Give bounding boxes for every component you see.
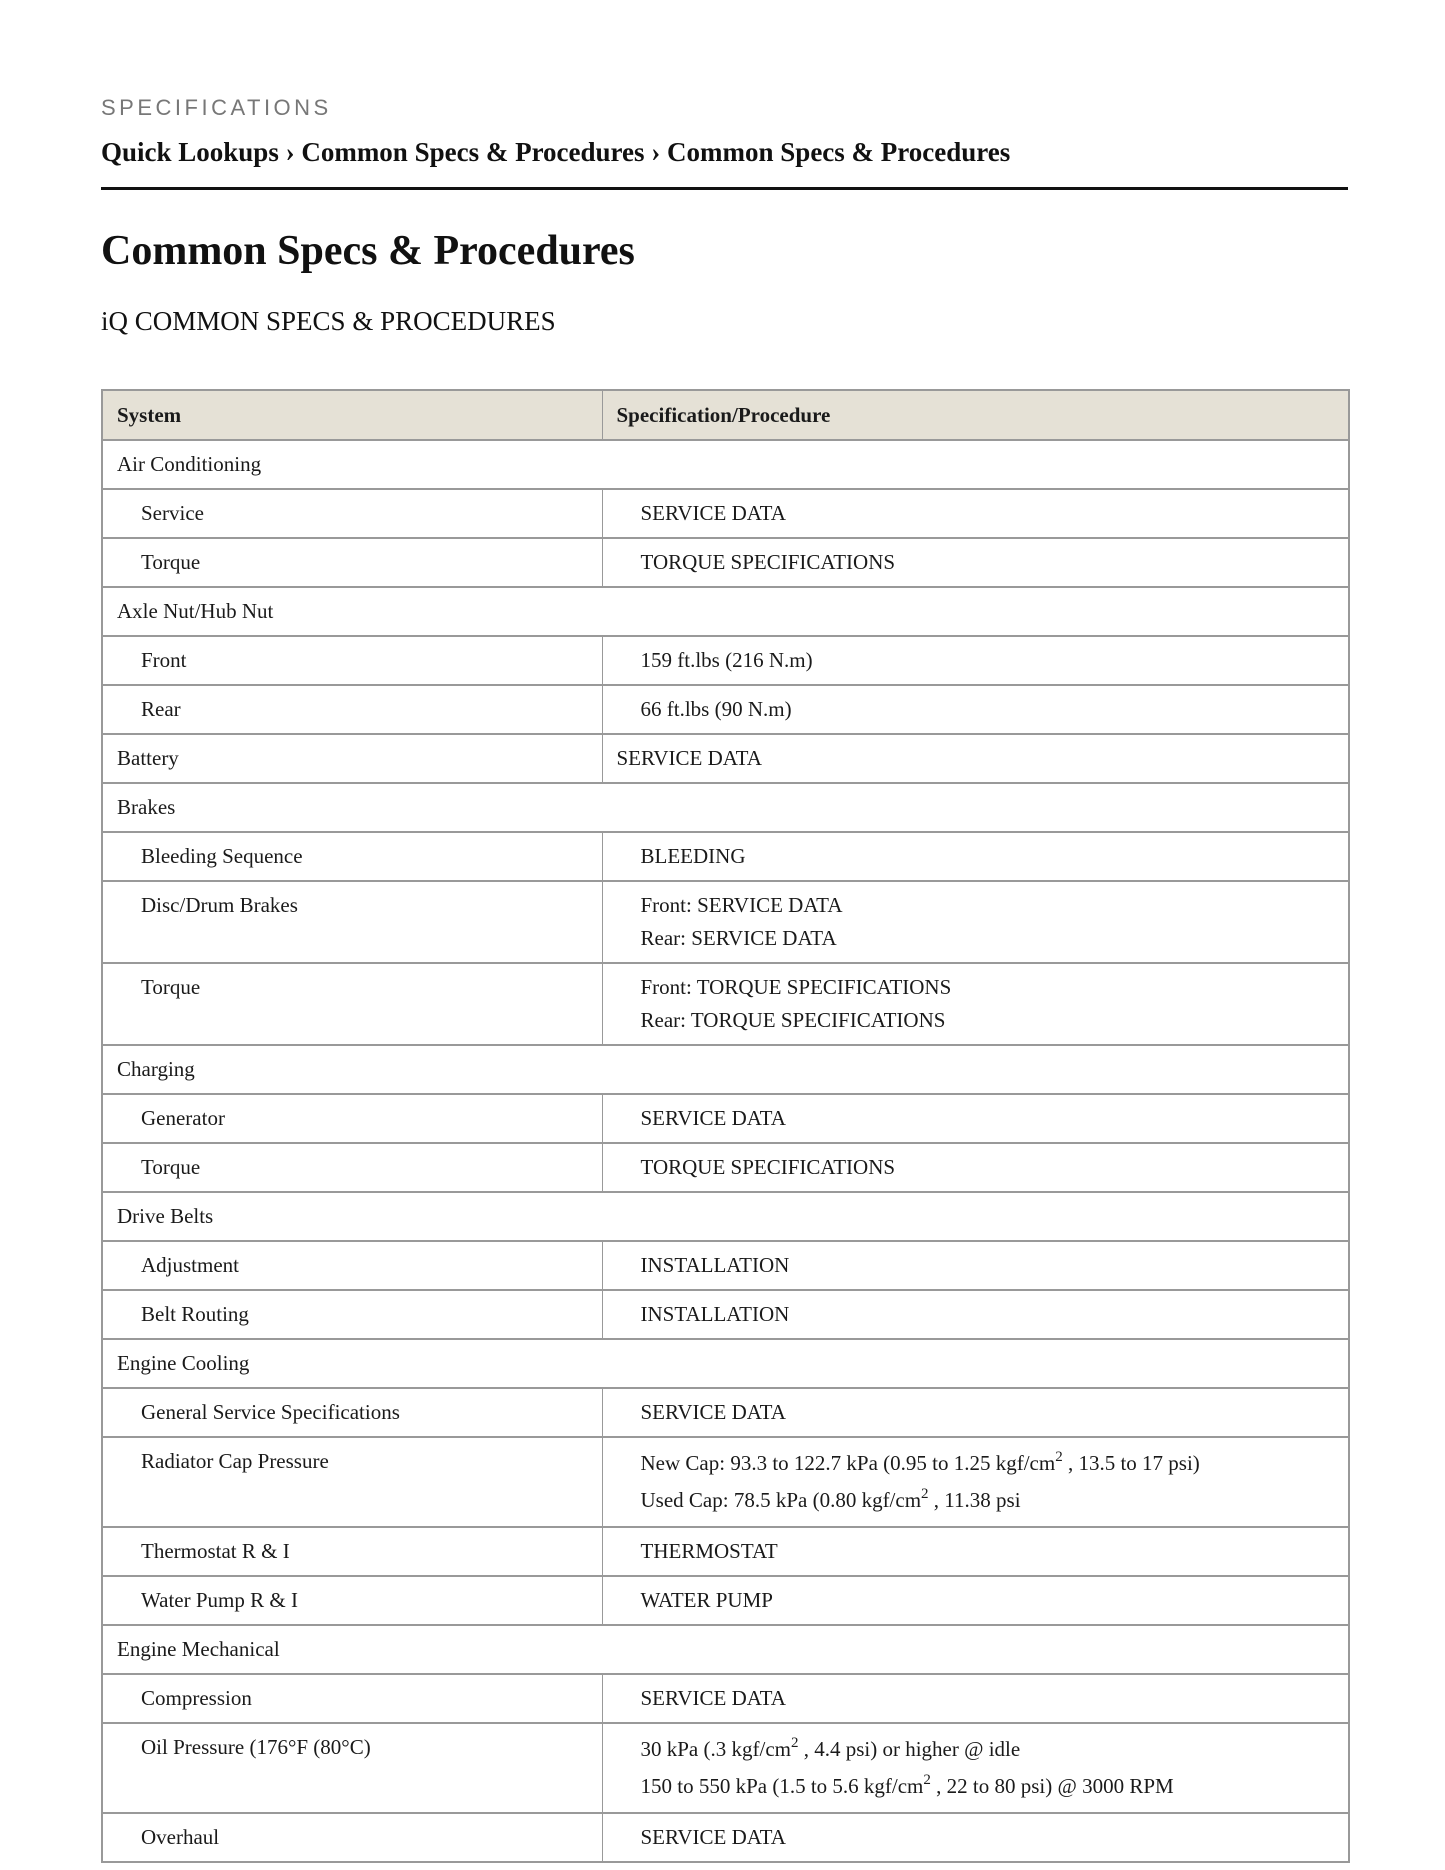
- specification-link[interactable]: Rear: TORQUE SPECIFICATIONS: [640, 1008, 946, 1032]
- table-row: [102, 1437, 1349, 1527]
- column-header-system: System: [102, 390, 602, 440]
- table-row: [102, 963, 1349, 1045]
- group-label-cell: Axle Nut/Hub Nut: [102, 587, 1349, 636]
- table-group-row: [102, 1045, 1349, 1094]
- spec-superscript: 2: [790, 1735, 799, 1751]
- table-row: [102, 1388, 1349, 1437]
- table-row: [102, 1094, 1349, 1143]
- specification-cell: [602, 1723, 1349, 1813]
- system-cell: Belt Routing: [102, 1290, 602, 1339]
- table-row: [102, 636, 1349, 685]
- specification-cell: [602, 1290, 1349, 1339]
- spec-text: , 13.5 to 17 psi): [1062, 1451, 1200, 1475]
- system-cell: Compression: [102, 1674, 602, 1723]
- specification-link[interactable]: BLEEDING: [640, 844, 746, 868]
- table-row: [102, 489, 1349, 538]
- table-row: [102, 1813, 1349, 1862]
- specification-link[interactable]: SERVICE DATA: [640, 1825, 786, 1849]
- group-label-cell: Charging: [102, 1045, 1349, 1094]
- specification-cell: [602, 489, 1349, 538]
- table-group-row: [102, 1192, 1349, 1241]
- group-label-cell: Engine Cooling: [102, 1339, 1349, 1388]
- system-cell: Front: [102, 636, 602, 685]
- system-cell: Overhaul: [102, 1813, 602, 1862]
- table-row: [102, 538, 1349, 587]
- system-cell: Disc/Drum Brakes: [102, 881, 602, 963]
- specification-line: [641, 1482, 1335, 1519]
- specification-link[interactable]: TORQUE SPECIFICATIONS: [640, 1155, 896, 1179]
- table-group-row: [102, 440, 1349, 489]
- table-group-row: [102, 587, 1349, 636]
- system-cell: Radiator Cap Pressure: [102, 1437, 602, 1527]
- table-row: [102, 1576, 1349, 1625]
- specification-link[interactable]: Front: TORQUE SPECIFICATIONS: [640, 975, 952, 999]
- table-row: [102, 1527, 1349, 1576]
- system-cell: Adjustment: [102, 1241, 602, 1290]
- specification-cell: [602, 1388, 1349, 1437]
- specification-cell: [602, 832, 1349, 881]
- section-label: SPECIFICATIONS: [101, 95, 332, 120]
- system-cell: Service: [102, 489, 602, 538]
- system-cell: Torque: [102, 963, 602, 1045]
- specification-link[interactable]: THERMOSTAT: [640, 1539, 778, 1563]
- specification-link[interactable]: INSTALLATION: [640, 1253, 790, 1277]
- group-label-cell: Air Conditioning: [102, 440, 1349, 489]
- spec-text: , 4.4 psi) or higher @ idle: [798, 1737, 1021, 1761]
- specification-link[interactable]: SERVICE DATA: [640, 501, 786, 525]
- specification-link[interactable]: SERVICE DATA: [616, 746, 762, 770]
- specification-cell: [602, 1527, 1349, 1576]
- page-title: Common Specs & Procedures: [101, 228, 635, 274]
- table-group-row: [102, 783, 1349, 832]
- specification-cell: [602, 1674, 1349, 1723]
- header-divider: [101, 187, 1348, 190]
- specification-cell: [602, 1094, 1349, 1143]
- specification-line: [641, 1768, 1335, 1805]
- spec-text: 30 kPa (.3 kgf/cm: [640, 1737, 791, 1761]
- system-cell: Oil Pressure (176°F (80°C): [102, 1723, 602, 1813]
- specification-cell: [602, 538, 1349, 587]
- column-header-specification: Specification/Procedure: [602, 390, 1349, 440]
- specification-cell: [602, 1143, 1349, 1192]
- table-row: [102, 734, 1349, 783]
- specification-link[interactable]: TORQUE SPECIFICATIONS: [640, 550, 896, 574]
- system-cell: General Service Specifications: [102, 1388, 602, 1437]
- system-cell: Torque: [102, 538, 602, 587]
- specification-link: 66 ft.lbs (90 N.m): [640, 697, 792, 721]
- table-body: [102, 440, 1349, 1862]
- system-cell: Battery: [102, 734, 602, 783]
- spec-text: , 11.38 psi: [928, 1488, 1021, 1512]
- system-cell: Thermostat R & I: [102, 1527, 602, 1576]
- group-label-cell: Brakes: [102, 783, 1349, 832]
- specification-cell: [602, 1813, 1349, 1862]
- specification-link[interactable]: Rear: SERVICE DATA: [640, 926, 837, 950]
- specification-link[interactable]: SERVICE DATA: [640, 1686, 786, 1710]
- system-cell: Generator: [102, 1094, 602, 1143]
- table-row: [102, 832, 1349, 881]
- page-subtitle: iQ COMMON SPECS & PROCEDURES: [101, 306, 556, 336]
- spec-superscript: 2: [1055, 1449, 1063, 1465]
- table-header-row: [102, 390, 1349, 440]
- specification-link[interactable]: SERVICE DATA: [640, 1106, 786, 1130]
- table-row: [102, 1290, 1349, 1339]
- specification-cell: [602, 1576, 1349, 1625]
- specs-table: [101, 389, 1350, 1863]
- specification-link[interactable]: Front: SERVICE DATA: [640, 893, 843, 917]
- table-row: [102, 685, 1349, 734]
- table-row: [102, 1723, 1349, 1813]
- specification-cell: [602, 881, 1349, 963]
- specification-link: 159 ft.lbs (216 N.m): [640, 648, 813, 672]
- specification-cell: [602, 1437, 1349, 1527]
- spec-text: Used Cap: 78.5 kPa (0.80 kgf/cm: [640, 1488, 922, 1512]
- system-cell: Rear: [102, 685, 602, 734]
- table-group-row: [102, 1625, 1349, 1674]
- specification-link[interactable]: SERVICE DATA: [640, 1400, 786, 1424]
- specification-line: [641, 1731, 1335, 1768]
- table-row: [102, 881, 1349, 963]
- breadcrumb[interactable]: Quick Lookups › Common Specs & Procedures › Common Specs & Procedures: [101, 137, 1011, 167]
- spec-text: , 22 to 80 psi) @ 3000 RPM: [930, 1774, 1174, 1798]
- specification-link[interactable]: INSTALLATION: [640, 1302, 790, 1326]
- spec-superscript: 2: [923, 1772, 931, 1788]
- specification-line: [641, 1445, 1335, 1482]
- system-cell: Bleeding Sequence: [102, 832, 602, 881]
- specification-cell: [602, 1241, 1349, 1290]
- specification-cell: [602, 685, 1349, 734]
- specification-cell: [602, 734, 1349, 783]
- table-row: [102, 1143, 1349, 1192]
- spec-text: 150 to 550 kPa (1.5 to 5.6 kgf/cm: [640, 1774, 924, 1798]
- specification-cell: [602, 963, 1349, 1045]
- table-group-row: [102, 1339, 1349, 1388]
- table-row: [102, 1674, 1349, 1723]
- spec-text: New Cap: 93.3 to 122.7 kPa (0.95 to 1.25 kgf/cm: [640, 1451, 1056, 1475]
- specification-link[interactable]: WATER PUMP: [640, 1588, 773, 1612]
- group-label-cell: Drive Belts: [102, 1192, 1349, 1241]
- system-cell: Torque: [102, 1143, 602, 1192]
- table-row: [102, 1241, 1349, 1290]
- group-label-cell: Engine Mechanical: [102, 1625, 1349, 1674]
- system-cell: Water Pump R & I: [102, 1576, 602, 1625]
- spec-superscript: 2: [921, 1486, 929, 1502]
- specification-cell: [602, 636, 1349, 685]
